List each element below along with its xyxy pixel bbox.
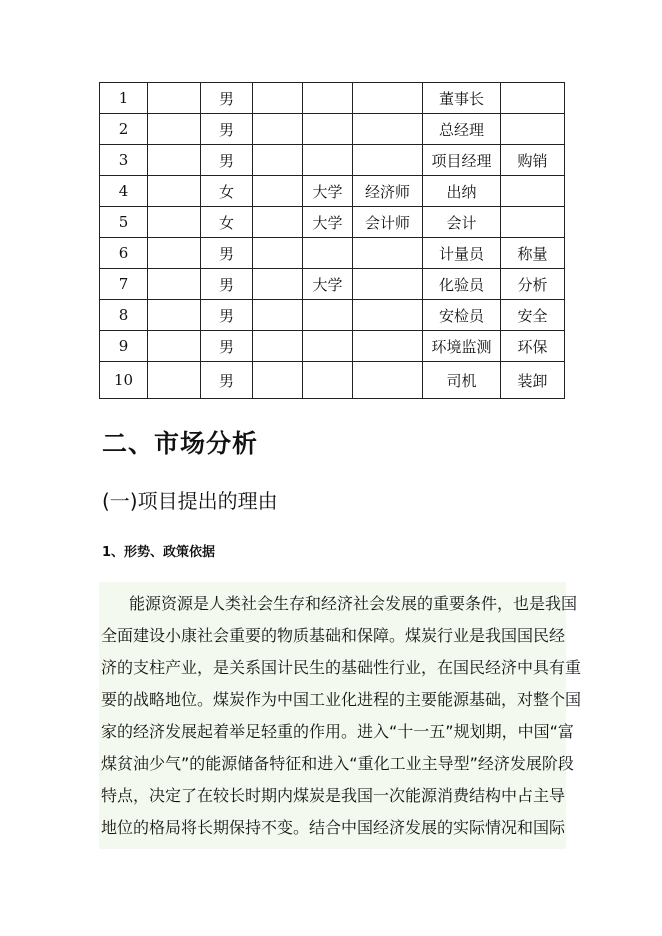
table-cell-age bbox=[253, 269, 303, 300]
table-row bbox=[100, 300, 565, 331]
table-cell-position: 环境监测 bbox=[423, 331, 501, 362]
table-row bbox=[100, 114, 565, 145]
table-cell-duty: 安全 bbox=[501, 300, 565, 331]
table-row bbox=[100, 145, 565, 176]
table-cell-name bbox=[148, 331, 201, 362]
table-cell-edu: 大学 bbox=[303, 176, 353, 207]
section-heading: 二、市场分析 bbox=[102, 429, 259, 458]
table-cell-no: 3 bbox=[100, 145, 148, 176]
paragraph-line: 全面建设小康社会重要的物质基础和保障。煤炭行业是我国国民经 bbox=[101, 626, 566, 645]
table-cell-name bbox=[148, 145, 201, 176]
paragraph-line: 能源资源是人类社会生存和经济社会发展的重要条件，也是我国 bbox=[129, 594, 578, 613]
table-cell-edu bbox=[303, 83, 353, 114]
paragraph-line: 要的战略地位。煤炭作为中国工业化进程的主要能源基础，对整个国 bbox=[101, 690, 582, 709]
table-cell-duty bbox=[501, 114, 565, 145]
table-cell-gender: 男 bbox=[201, 331, 253, 362]
table-cell-position: 化验员 bbox=[423, 269, 501, 300]
table-cell-gender: 女 bbox=[201, 207, 253, 238]
table-cell-edu bbox=[303, 145, 353, 176]
table-cell-title bbox=[353, 331, 423, 362]
table-cell-position: 会计 bbox=[423, 207, 501, 238]
table-cell-age bbox=[253, 331, 303, 362]
table-cell-age bbox=[253, 207, 303, 238]
table-cell-no: 10 bbox=[100, 362, 148, 399]
table-cell-position: 董事长 bbox=[423, 83, 501, 114]
paragraph-line: 家的经济发展起着举足轻重的作用。进入“十一五”规划期，中国“富 bbox=[101, 722, 574, 741]
table-cell-edu bbox=[303, 300, 353, 331]
table-cell-edu: 大学 bbox=[303, 207, 353, 238]
table-cell-no: 2 bbox=[100, 114, 148, 145]
table-cell-duty: 购销 bbox=[501, 145, 565, 176]
table-cell-no: 7 bbox=[100, 269, 148, 300]
table-cell-title bbox=[353, 83, 423, 114]
table-cell-duty bbox=[501, 83, 565, 114]
table-cell-duty bbox=[501, 207, 565, 238]
table-cell-edu: 大学 bbox=[303, 269, 353, 300]
table-cell-position: 总经理 bbox=[423, 114, 501, 145]
table-cell-position: 项目经理 bbox=[423, 145, 501, 176]
table-cell-no: 6 bbox=[100, 238, 148, 269]
table-cell-edu bbox=[303, 362, 353, 399]
table-cell-position: 出纳 bbox=[423, 176, 501, 207]
table-cell-title bbox=[353, 238, 423, 269]
table-cell-gender: 男 bbox=[201, 362, 253, 399]
table-row bbox=[100, 176, 565, 207]
table-cell-gender: 男 bbox=[201, 83, 253, 114]
table-cell-name bbox=[148, 176, 201, 207]
table-cell-name bbox=[148, 83, 201, 114]
table-cell-duty: 称量 bbox=[501, 238, 565, 269]
table-cell-title: 经济师 bbox=[353, 176, 423, 207]
table-cell-duty: 环保 bbox=[501, 331, 565, 362]
table-cell-gender: 女 bbox=[201, 176, 253, 207]
table-cell-gender: 男 bbox=[201, 238, 253, 269]
table-cell-title: 会计师 bbox=[353, 207, 423, 238]
table-row bbox=[100, 269, 565, 300]
table-cell-no: 1 bbox=[100, 83, 148, 114]
table-cell-position: 计量员 bbox=[423, 238, 501, 269]
table-cell-no: 5 bbox=[100, 207, 148, 238]
table-cell-title bbox=[353, 145, 423, 176]
table-cell-title bbox=[353, 269, 423, 300]
table-row bbox=[100, 83, 565, 114]
staff-table bbox=[99, 82, 565, 399]
table-cell-duty bbox=[501, 176, 565, 207]
table-cell-name bbox=[148, 362, 201, 399]
table-cell-gender: 男 bbox=[201, 114, 253, 145]
table-cell-edu bbox=[303, 238, 353, 269]
subsection-heading: (一)项目提出的理由 bbox=[102, 489, 278, 513]
table-cell-name bbox=[148, 207, 201, 238]
paragraph-line: 特点，决定了在较长时期内煤炭是我国一次能源消费结构中占主导 bbox=[101, 786, 566, 805]
table-cell-gender: 男 bbox=[201, 300, 253, 331]
table-cell-name bbox=[148, 238, 201, 269]
table-cell-position: 安检员 bbox=[423, 300, 501, 331]
table-row bbox=[100, 331, 565, 362]
table-row bbox=[100, 362, 565, 399]
table-cell-age bbox=[253, 176, 303, 207]
table-cell-title bbox=[353, 362, 423, 399]
paragraph-line: 济的支柱产业，是关系国计民生的基础性行业，在国民经济中具有重 bbox=[101, 658, 582, 677]
table-cell-no: 9 bbox=[100, 331, 148, 362]
table-cell-title bbox=[353, 300, 423, 331]
table-cell-position: 司机 bbox=[423, 362, 501, 399]
table-row bbox=[100, 238, 565, 269]
table-cell-edu bbox=[303, 331, 353, 362]
sub-subsection-heading: 1、形势、政策依据 bbox=[102, 545, 216, 560]
body-paragraph bbox=[99, 582, 582, 849]
table-cell-age bbox=[253, 145, 303, 176]
table-cell-age bbox=[253, 114, 303, 145]
table-cell-title bbox=[353, 114, 423, 145]
table-cell-age bbox=[253, 300, 303, 331]
table-cell-name bbox=[148, 300, 201, 331]
table-cell-edu bbox=[303, 114, 353, 145]
table-cell-age bbox=[253, 362, 303, 399]
table-cell-no: 4 bbox=[100, 176, 148, 207]
table-row bbox=[100, 207, 565, 238]
paragraph-line: 煤贫油少气”的能源储备特征和进入“重化工业主导型”经济发展阶段 bbox=[101, 754, 574, 773]
paragraph-line: 地位的格局将长期保持不变。结合中国经济发展的实际情况和国际 bbox=[101, 818, 566, 837]
table-cell-name bbox=[148, 269, 201, 300]
table-cell-gender: 男 bbox=[201, 145, 253, 176]
table-cell-duty: 装卸 bbox=[501, 362, 565, 399]
table-cell-name bbox=[148, 114, 201, 145]
table-cell-gender: 男 bbox=[201, 269, 253, 300]
table-cell-no: 8 bbox=[100, 300, 148, 331]
table-cell-age bbox=[253, 83, 303, 114]
table-cell-age bbox=[253, 238, 303, 269]
staff-table-body bbox=[100, 83, 565, 399]
table-cell-duty: 分析 bbox=[501, 269, 565, 300]
